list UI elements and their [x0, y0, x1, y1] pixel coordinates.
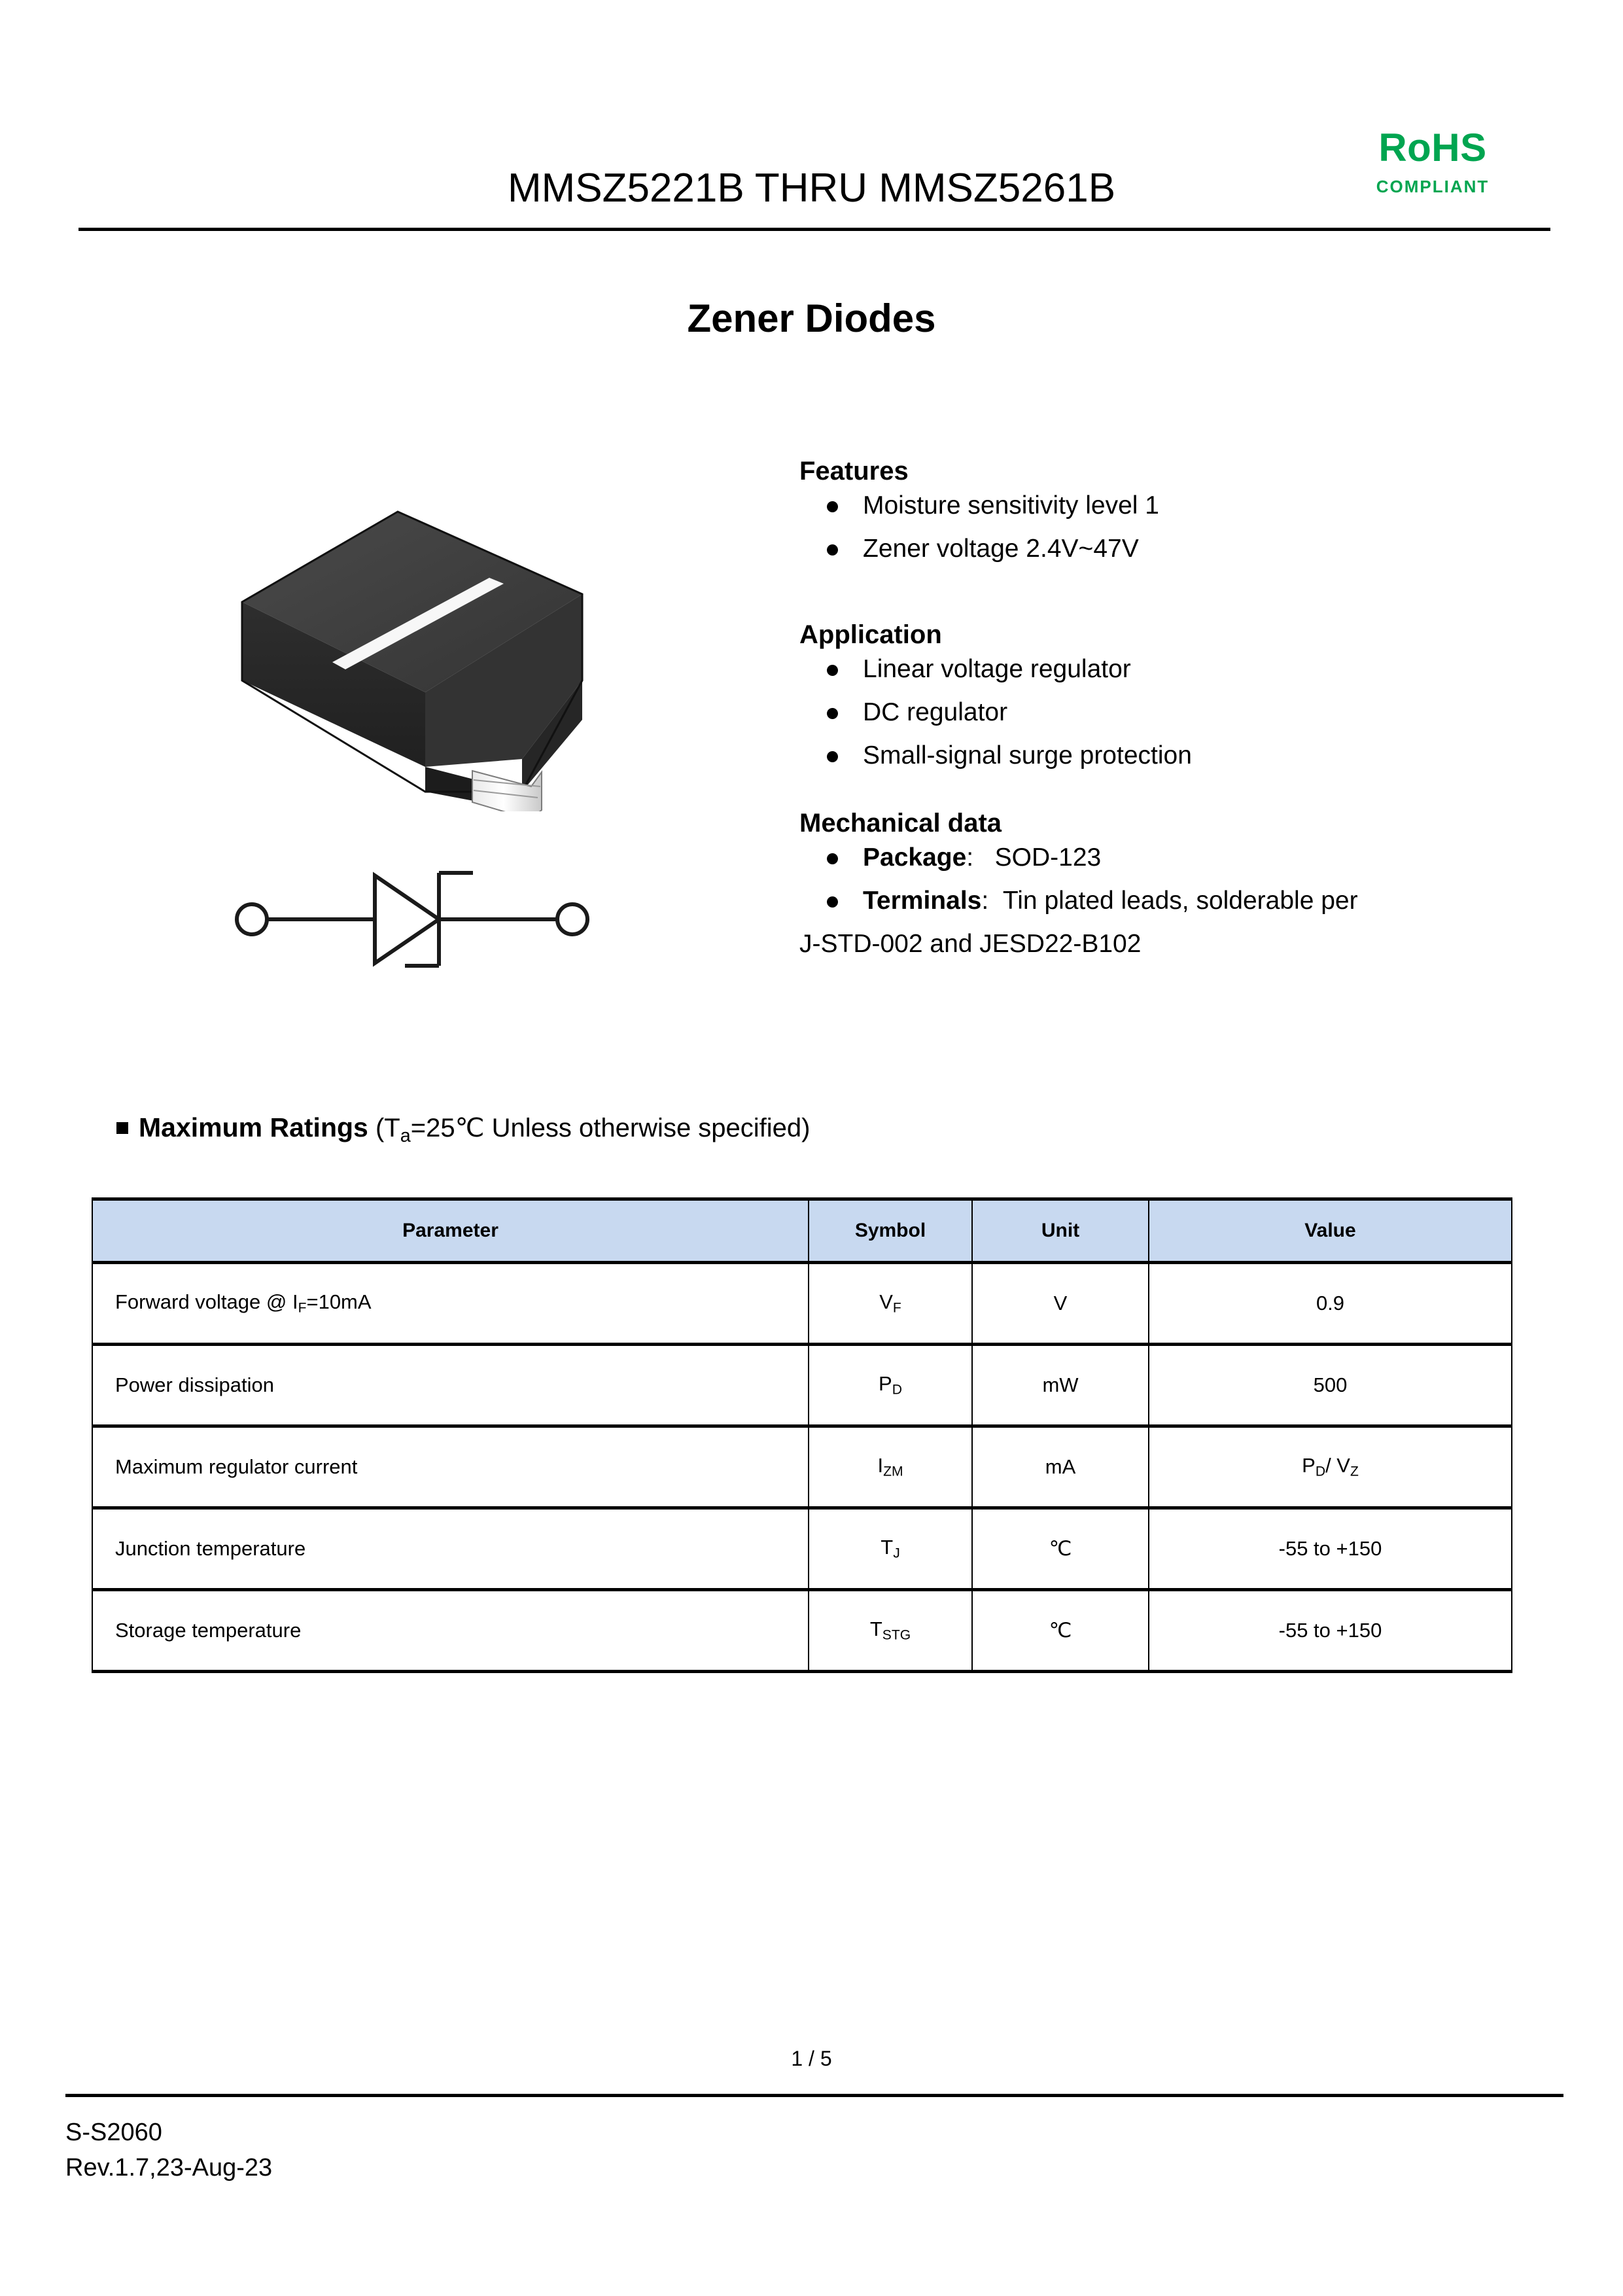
column-header-value: Value	[1149, 1199, 1512, 1263]
cell-unit: ℃	[972, 1508, 1149, 1590]
list-item	[799, 527, 1571, 571]
list-item	[799, 879, 1571, 923]
maximum-ratings-heading	[116, 1112, 811, 1147]
mechanical-item-label: Terminals	[863, 887, 982, 915]
cell-value: -55 to +150	[1149, 1508, 1512, 1590]
column-header-parameter: Parameter	[92, 1199, 809, 1263]
list-item	[799, 836, 1571, 879]
cell-symbol: $I_{ZM}$	[809, 1426, 972, 1508]
application-heading: Application	[799, 620, 942, 649]
maximum-ratings-label: Maximum Ratings	[139, 1112, 368, 1142]
cell-parameter: Forward voltage @ $I_F=10mA$	[92, 1263, 809, 1345]
cell-symbol: $V_F$	[809, 1263, 972, 1345]
page-number: 1 / 5	[791, 2047, 832, 2070]
ratings-condition-sub: a	[400, 1125, 411, 1147]
document-revision: Rev.1.7,23-Aug-23	[65, 2154, 273, 2181]
cell-unit: mA	[972, 1426, 1149, 1508]
bullet-dot-icon	[827, 708, 838, 719]
list-item	[799, 734, 1571, 777]
bullet-dot-icon	[827, 896, 838, 908]
mechanical-item-sep: :	[981, 887, 989, 915]
list-item-label: Zener voltage 2.4V~47V	[863, 535, 1139, 563]
table-row	[92, 1426, 1512, 1508]
sod123-package-photo	[216, 484, 700, 811]
list-item	[799, 691, 1571, 734]
column-header-unit: Unit	[972, 1199, 1149, 1263]
zener-diode-symbol	[232, 857, 612, 981]
ratings-condition-post: =25℃ Unless otherwise specified)	[410, 1114, 811, 1142]
cell-symbol: $T_{STG}$	[809, 1590, 972, 1672]
maximum-ratings-table	[92, 1197, 1512, 1673]
table-row	[92, 1508, 1512, 1590]
table-row	[92, 1345, 1512, 1426]
cell-unit: ℃	[972, 1590, 1149, 1672]
section-spacer	[799, 777, 1571, 810]
cell-parameter: Power dissipation	[92, 1345, 809, 1426]
cell-value: 0.9	[1149, 1263, 1512, 1345]
bullet-dot-icon	[827, 751, 838, 762]
section-spacer	[799, 571, 1571, 622]
table-row	[92, 1263, 1512, 1345]
application-list	[799, 648, 1571, 777]
ratings-condition-pre: (T	[368, 1114, 400, 1142]
footer-document-info	[65, 2115, 272, 2185]
cell-symbol: $P_D$	[809, 1345, 972, 1426]
rohs-logo-sub-text: COMPLIANT	[1376, 177, 1490, 196]
features-heading: Features	[799, 457, 909, 486]
list-item-label: DC regulator	[863, 698, 1008, 726]
mechanical-data-list	[799, 836, 1571, 923]
list-item-label: Moisture sensitivity level 1	[863, 491, 1159, 520]
cell-value: $P_D/$ $V_Z$	[1149, 1426, 1512, 1508]
cell-value: -55 to +150	[1149, 1590, 1512, 1672]
cell-unit: mW	[972, 1345, 1149, 1426]
table-row	[92, 1590, 1512, 1672]
list-item-label: Small-signal surge protection	[863, 741, 1192, 769]
document-code: S-S2060	[65, 2119, 162, 2146]
header-divider-rule	[79, 228, 1550, 231]
part-number-range: MMSZ5221B THRU MMSZ5261B	[507, 166, 1116, 211]
column-header-symbol: Symbol	[809, 1199, 972, 1263]
table-header-row	[92, 1199, 1512, 1263]
bullet-dot-icon	[827, 853, 838, 864]
bullet-dot-icon	[827, 665, 838, 676]
mechanical-item-label: Package	[863, 843, 967, 872]
cell-parameter: Storage temperature	[92, 1590, 809, 1672]
mechanical-item-sep: :	[966, 843, 974, 872]
rohs-logo-main-text: RoHS	[1378, 126, 1487, 169]
cell-value: 500	[1149, 1345, 1512, 1426]
cell-unit: V	[972, 1263, 1149, 1345]
mechanical-continuation-line: J-STD-002 and JESD22-B102	[799, 930, 1142, 958]
cell-parameter: Junction temperature	[92, 1508, 809, 1590]
rohs-compliant-logo	[1331, 128, 1534, 197]
list-item	[799, 648, 1571, 691]
bullet-dot-icon	[827, 544, 838, 556]
features-list	[799, 484, 1571, 571]
list-item-label: Linear voltage regulator	[863, 655, 1131, 683]
mechanical-data-heading: Mechanical data	[799, 809, 1002, 838]
specs-text-column	[799, 458, 1571, 966]
cell-symbol: $T_J$	[809, 1508, 972, 1590]
mechanical-item-value: Tin plated leads, solderable per	[1002, 887, 1358, 915]
page-title: Zener Diodes	[687, 296, 936, 340]
bullet-dot-icon	[827, 501, 838, 512]
mechanical-item-value: SOD-123	[994, 843, 1102, 872]
cell-parameter: Maximum regulator current	[92, 1426, 809, 1508]
footer-divider-rule	[65, 2094, 1563, 2097]
square-bullet-icon	[116, 1122, 128, 1134]
list-item	[799, 484, 1571, 527]
